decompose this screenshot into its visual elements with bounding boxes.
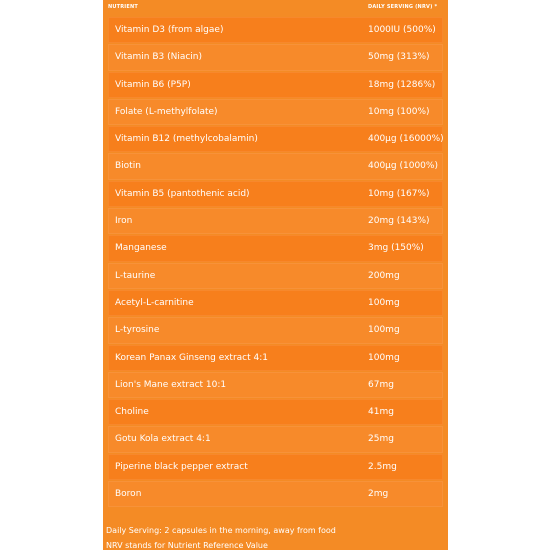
nutrient-name: Boron — [115, 489, 142, 500]
nutrient-value: 50mg (313%) — [368, 52, 430, 63]
nutrient-name: Lion's Mane extract 10:1 — [115, 379, 227, 390]
nutrient-name: Biotin — [115, 161, 141, 172]
table-header — [103, 0, 448, 17]
table-row — [108, 126, 443, 152]
table-row — [108, 208, 443, 234]
nutrient-name: Acetyl-L-carnitine — [115, 297, 194, 308]
table-row — [108, 454, 443, 480]
nrv-note: NRV stands for Nutrient Reference Value — [106, 541, 268, 550]
nutrient-name: Vitamin B5 (pantothenic acid) — [115, 188, 250, 199]
table-row — [108, 372, 443, 398]
table-row — [108, 317, 443, 343]
nutrient-table — [108, 17, 443, 508]
table-row — [108, 44, 443, 70]
nutrient-name: Vitamin B6 (P5P) — [115, 79, 191, 90]
footer-notes — [106, 523, 336, 553]
nutrient-name: Choline — [115, 407, 149, 418]
nutrient-name: Vitamin B3 (Niacin) — [115, 52, 203, 63]
nutrient-value: 100mg — [368, 325, 400, 336]
nutrient-value: 67mg — [368, 379, 394, 390]
nutrition-panel — [103, 0, 448, 550]
nutrient-value: 18mg (1286%) — [368, 79, 436, 90]
nutrient-value: 400µg (1000%) — [368, 161, 438, 172]
table-row — [108, 290, 443, 316]
table-row — [108, 399, 443, 425]
header-nutrient: NUTRIENT — [108, 4, 138, 10]
nutrient-value: 10mg (167%) — [368, 188, 430, 199]
nutrient-value: 10mg (100%) — [368, 106, 430, 117]
table-row — [108, 426, 443, 452]
serving-note: Daily Serving: 2 capsules in the morning, away from food — [106, 526, 336, 535]
nutrient-value: 2.5mg — [368, 461, 397, 472]
table-row — [108, 153, 443, 179]
nutrient-name: Iron — [115, 216, 133, 227]
table-row — [108, 481, 443, 507]
nutrient-name: Manganese — [115, 243, 167, 254]
nutrient-name: Folate (L-methylfolate) — [115, 106, 218, 117]
nutrient-name: L-taurine — [115, 270, 156, 281]
table-row — [108, 72, 443, 98]
nutrient-name: Piperine black pepper extract — [115, 461, 248, 472]
header-daily-serving: DAILY SERVING (NRV) * — [368, 4, 438, 10]
nutrient-name: Vitamin B12 (methylcobalamin) — [115, 134, 258, 145]
nutrient-value: 400µg (16000%) — [368, 134, 444, 145]
nutrient-name: Gotu Kola extract 4:1 — [115, 434, 211, 445]
nutrient-value: 41mg — [368, 407, 394, 418]
table-row — [108, 181, 443, 207]
nutrient-value: 100mg — [368, 352, 400, 363]
nutrient-value: 25mg — [368, 434, 394, 445]
table-row — [108, 17, 443, 43]
table-row — [108, 235, 443, 261]
nutrient-value: 200mg — [368, 270, 400, 281]
nutrient-value: 2mg — [368, 489, 389, 500]
table-row — [108, 99, 443, 125]
table-row — [108, 263, 443, 289]
nutrient-value: 100mg — [368, 297, 400, 308]
nutrient-value: 1000IU (500%) — [368, 25, 436, 35]
nutrient-value: 20mg (143%) — [368, 216, 430, 227]
table-row — [108, 345, 443, 371]
nutrient-name: Vitamin D3 (from algae) — [115, 25, 224, 35]
nutrient-name: L-tyrosine — [115, 325, 160, 336]
nutrient-value: 3mg (150%) — [368, 243, 424, 254]
nutrient-name: Korean Panax Ginseng extract 4:1 — [115, 352, 268, 363]
